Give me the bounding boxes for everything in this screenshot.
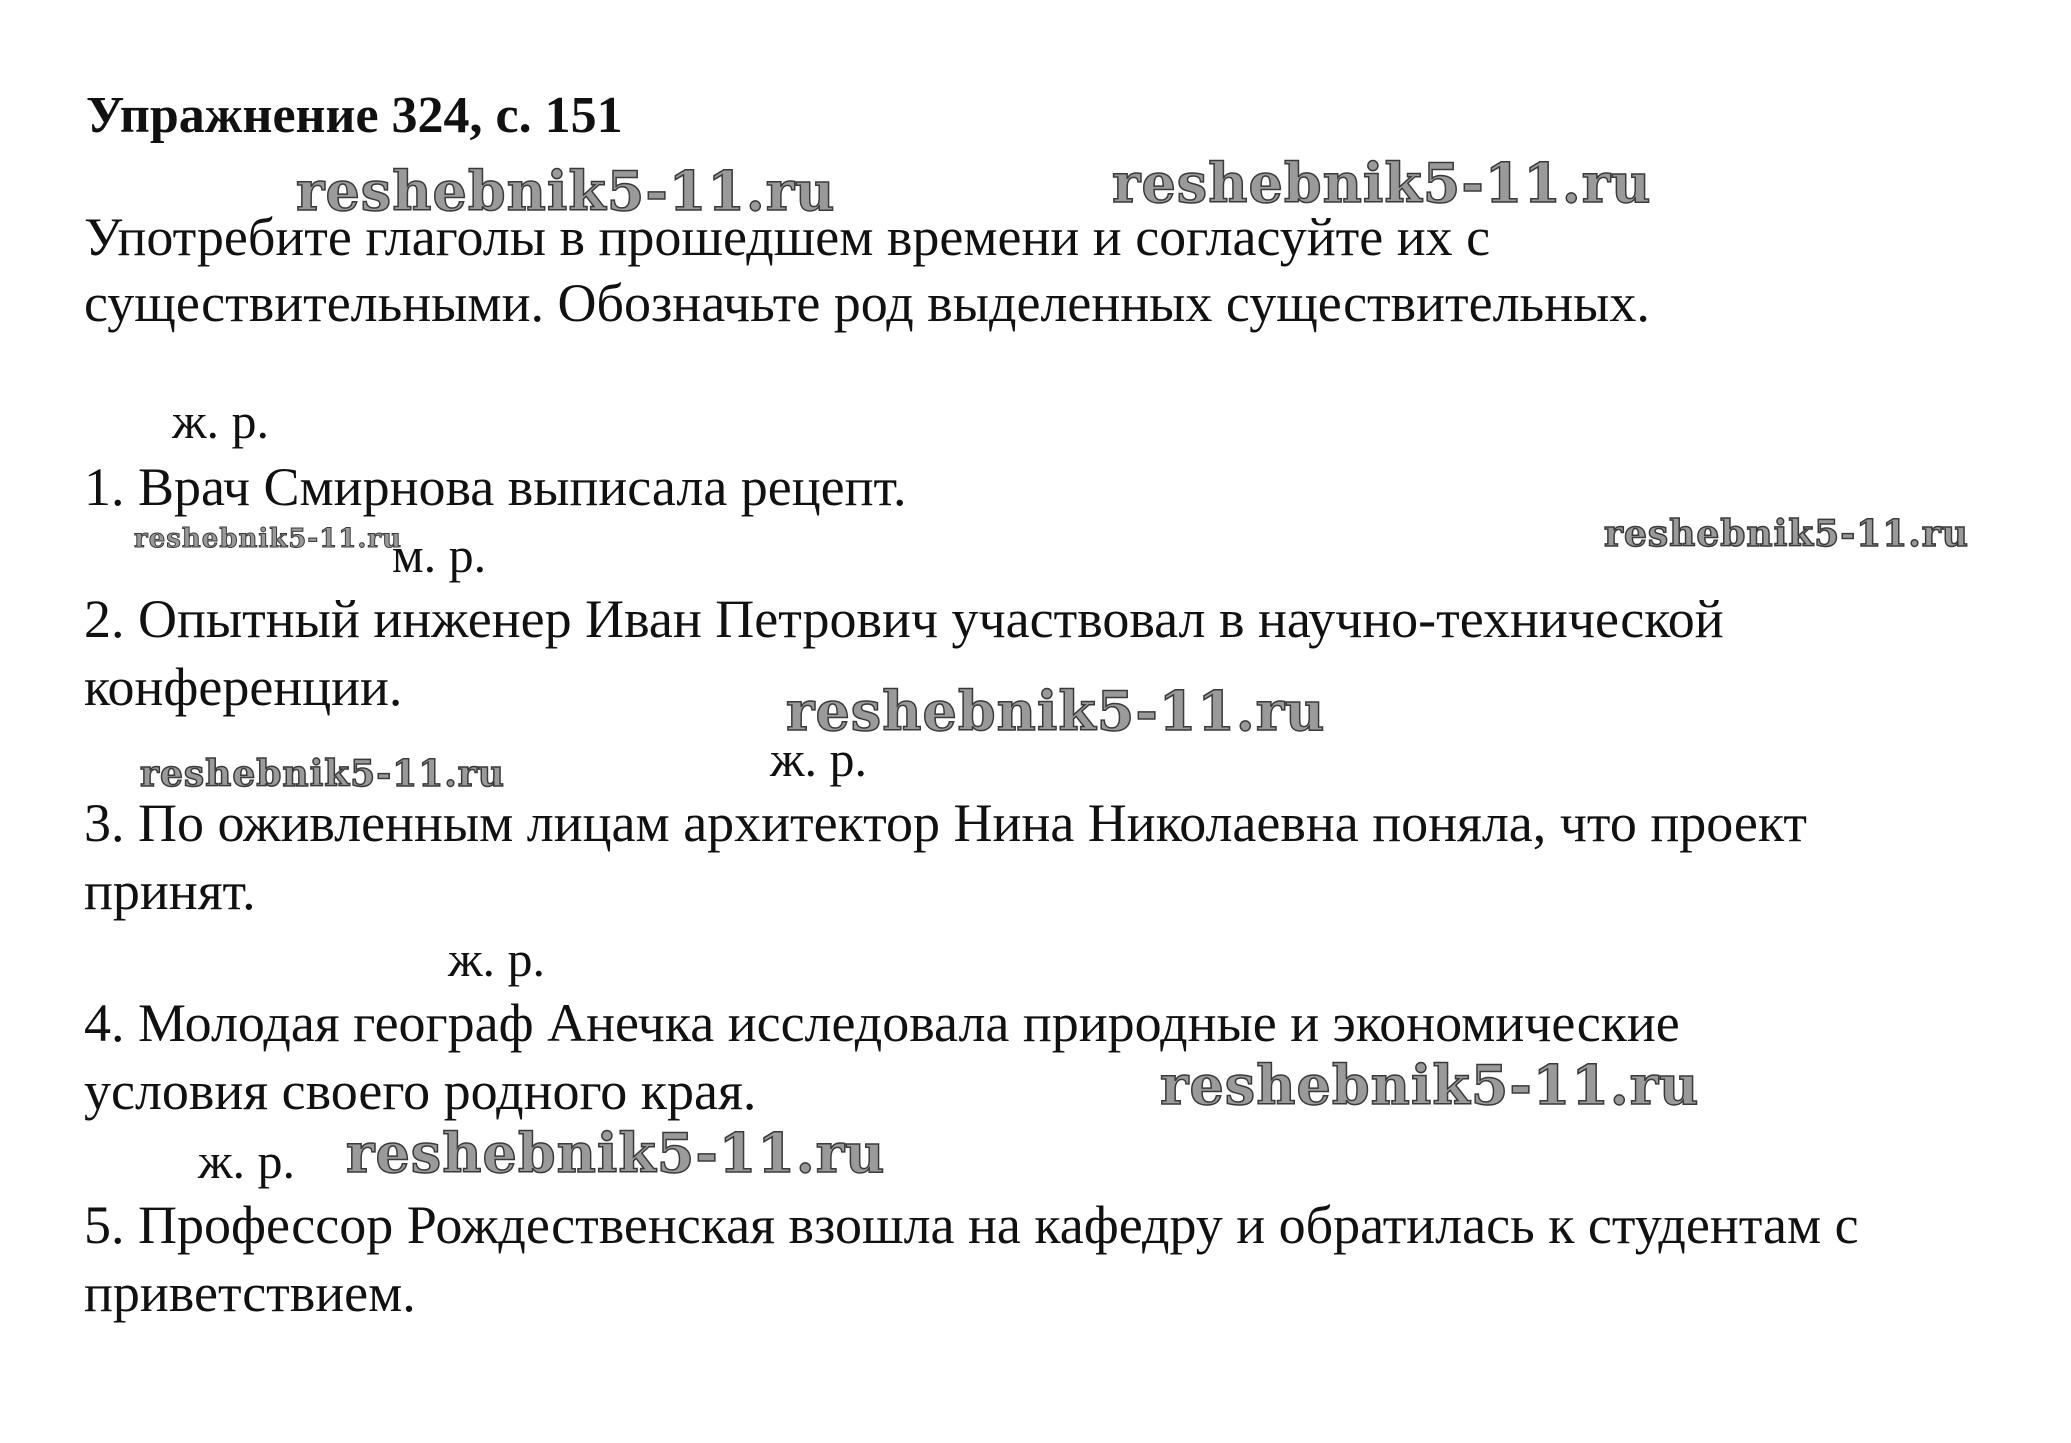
instruction-line-2: существительными. Обозначьте род выделенных существительных. (84, 273, 1650, 333)
watermark: reshebnik5-11.ru (786, 679, 1326, 743)
exercise-title: Упражнение 324, с. 151 (86, 87, 623, 144)
item-line: приветствием. (84, 1263, 416, 1323)
item-line: 2. Опытный инженер Иван Петрович участвовал в научно-технической (84, 589, 1724, 649)
gender-mark: ж. р. (448, 931, 546, 987)
gender-mark: ж. р. (770, 731, 868, 787)
item-line: условия своего родного края. (84, 1061, 757, 1121)
watermark: reshebnik5-11.ru (1160, 1053, 1700, 1117)
watermark: reshebnik5-11.ru (140, 753, 505, 795)
gender-mark: м. р. (392, 527, 487, 583)
item-line: принят. (84, 861, 256, 921)
item-line: 4. Молодая географ Анечка исследовала природные и экономические (84, 993, 1680, 1053)
watermark: reshebnik5-11.ru (134, 524, 403, 554)
watermark: reshebnik5-11.ru (346, 1121, 886, 1185)
item-line: конференции. (84, 657, 403, 717)
item-line: 1. Врач Смирнова выписала рецепт. (84, 457, 907, 517)
instruction-line-1: Употребите глаголы в прошедшем времени и согласуйте их с (84, 207, 1491, 267)
watermark: reshebnik5-11.ru (1112, 151, 1652, 215)
watermark: reshebnik5-11.ru (1604, 513, 1969, 555)
gender-mark: ж. р. (172, 393, 270, 449)
watermark: reshebnik5-11.ru (296, 159, 836, 223)
item-line: 5. Профессор Рождественская взошла на кафедру и обратилась к студентам с (84, 1195, 1859, 1255)
gender-mark: ж. р. (198, 1133, 296, 1189)
item-line: 3. По оживленным лицам архитектор Нина Николаевна поняла, что проект (84, 793, 1807, 853)
